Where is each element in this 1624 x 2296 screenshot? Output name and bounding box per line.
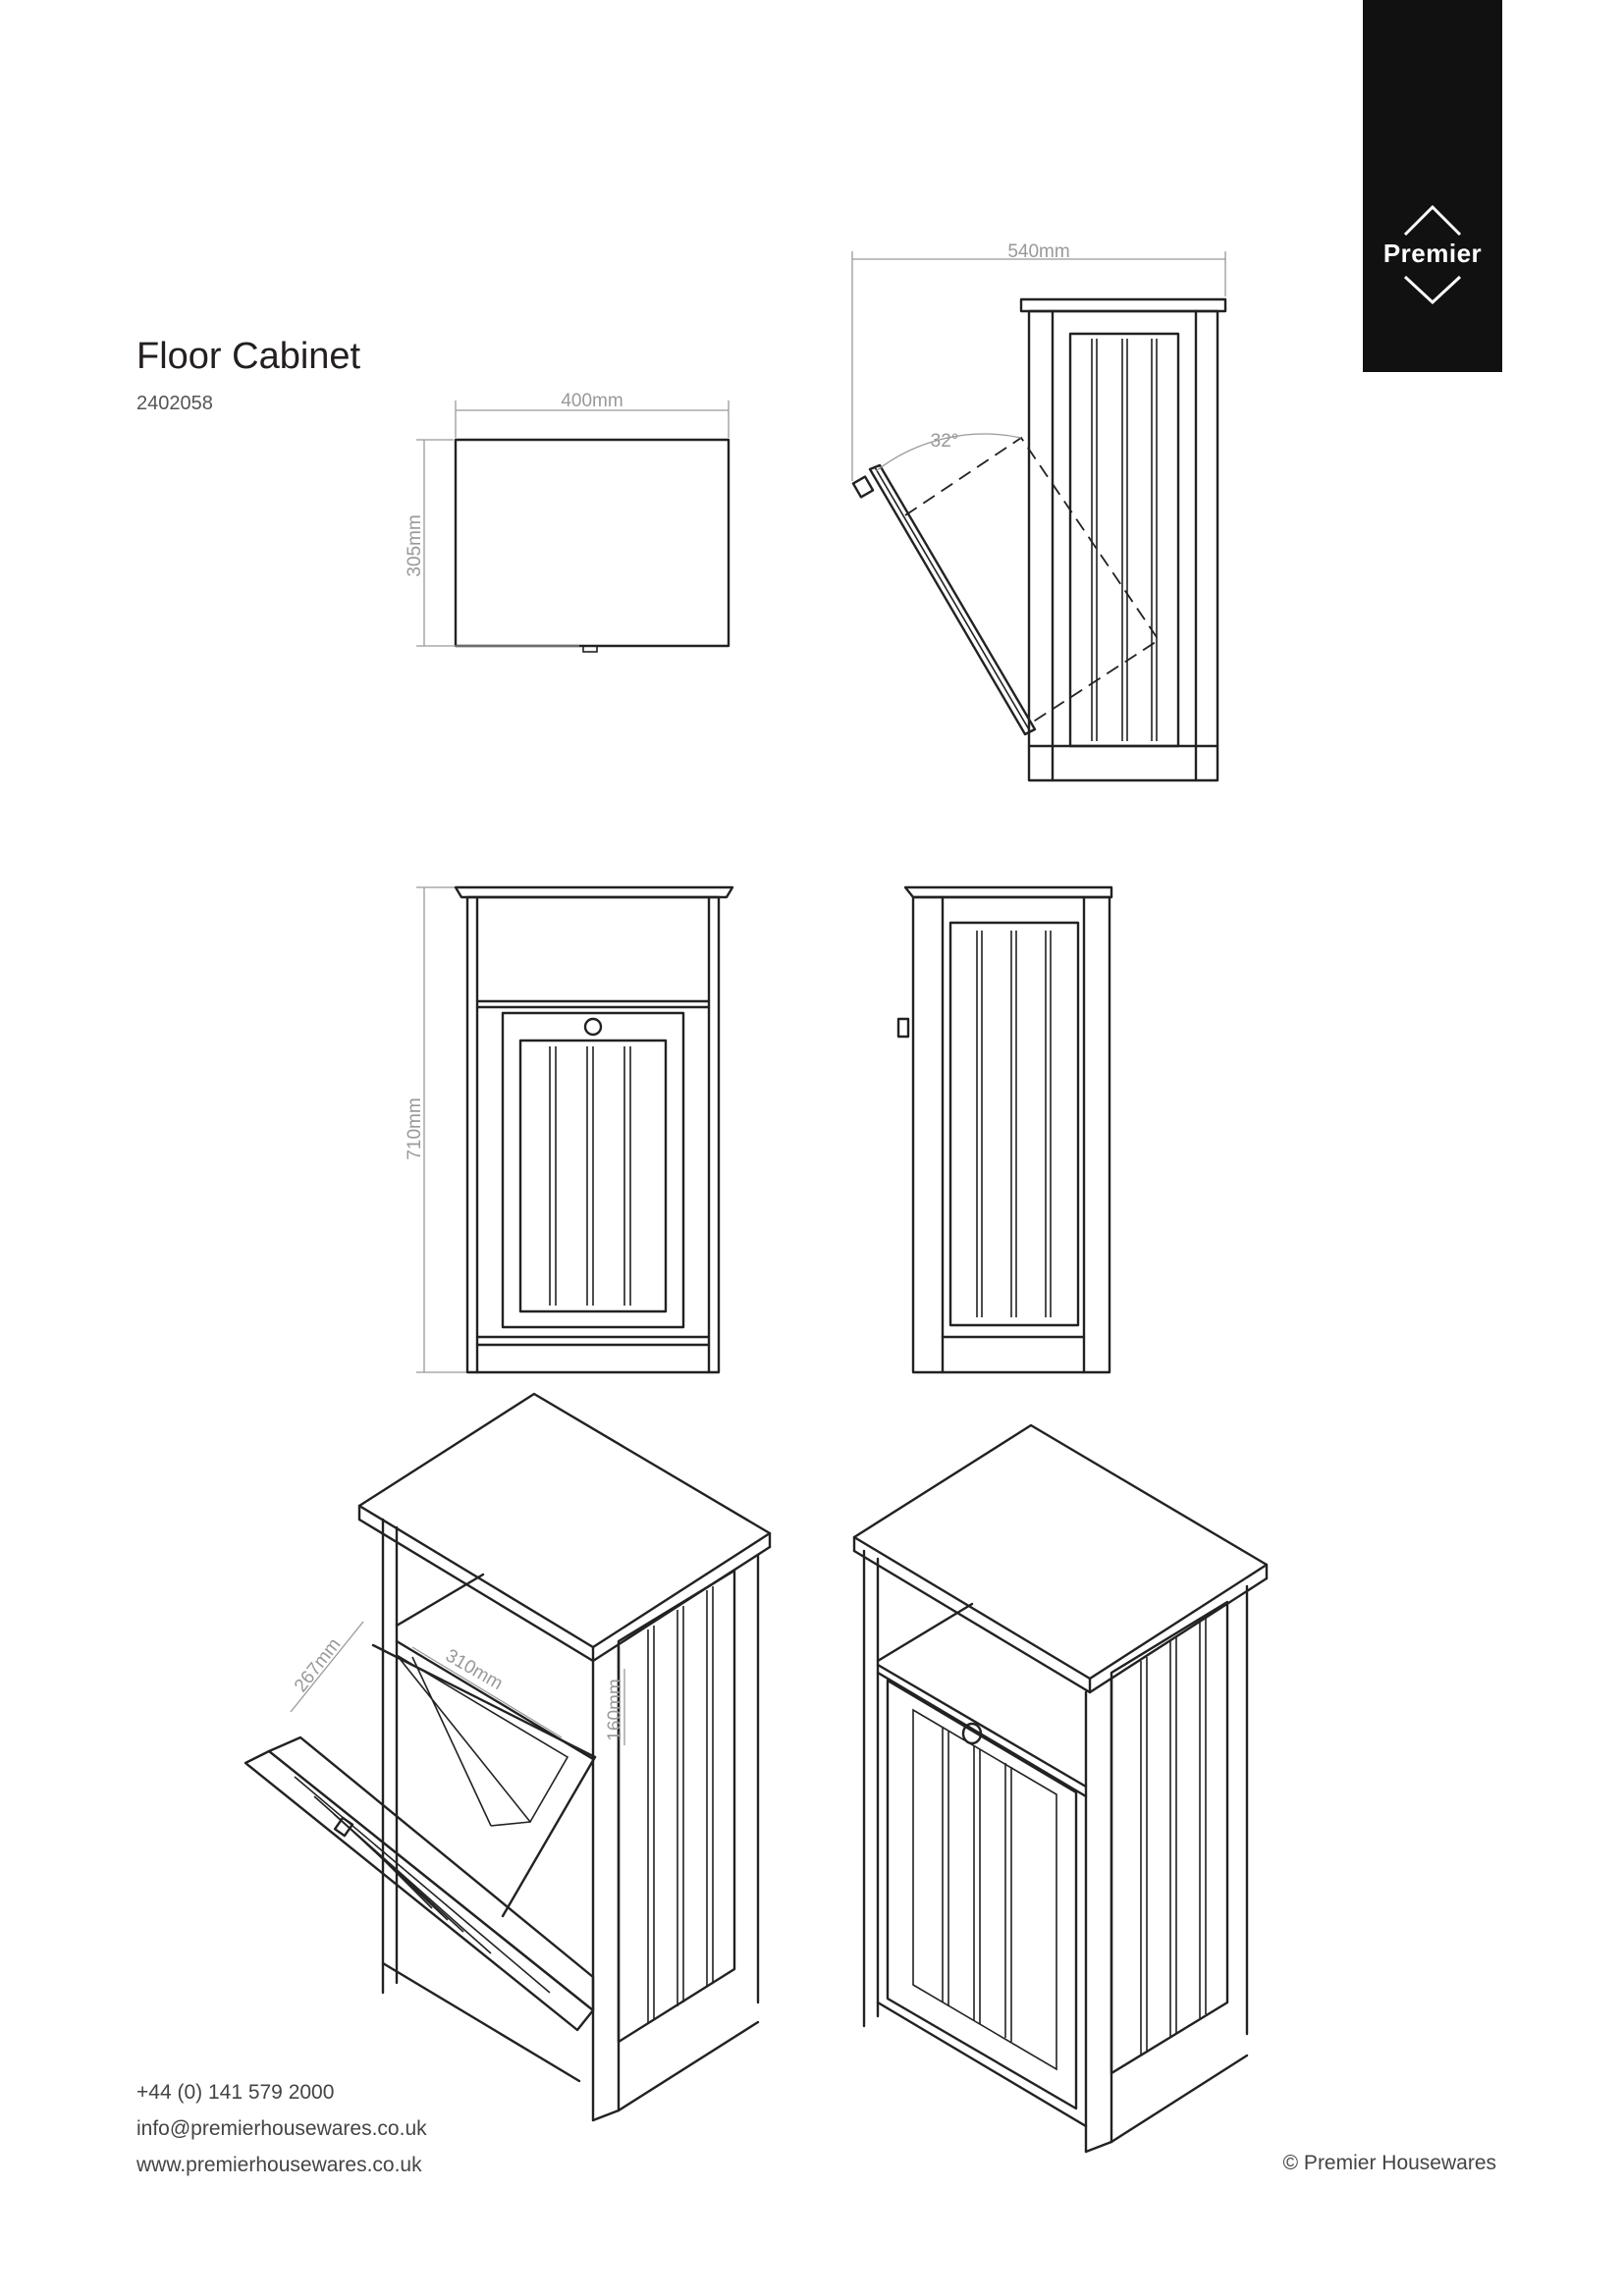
- contact-email[interactable]: info@premierhousewares.co.uk: [136, 2117, 427, 2140]
- copyright-text: © Premier Housewares: [1282, 2152, 1496, 2174]
- bin-height-dimension-label: 160mm: [605, 1679, 625, 1741]
- contact-website[interactable]: www.premierhousewares.co.uk: [136, 2154, 422, 2176]
- door-span-dimension-label: 267mm: [290, 1634, 346, 1697]
- side-tilt-view-drawing: [852, 241, 1225, 780]
- depth-dimension-label: 305mm: [405, 514, 425, 577]
- brand-logo-text: Premier: [1382, 239, 1483, 268]
- top-view-drawing: [405, 391, 729, 652]
- side-width-dimension-label: 540mm: [1007, 241, 1070, 262]
- tilt-angle-label: 32°: [930, 431, 959, 452]
- isometric-closed-drawing: [854, 1425, 1267, 2152]
- page-title: Floor Cabinet: [136, 336, 361, 377]
- front-view-drawing: [405, 887, 732, 1372]
- isometric-open-drawing: [245, 1394, 770, 2120]
- product-code: 2402058: [136, 393, 213, 414]
- side-view-drawing: [898, 887, 1111, 1372]
- width-dimension-label: 400mm: [561, 391, 623, 411]
- bin-depth-dimension-label: 310mm: [442, 1645, 507, 1695]
- contact-phone: +44 (0) 141 579 2000: [136, 2081, 335, 2104]
- height-dimension-label: 710mm: [405, 1097, 425, 1160]
